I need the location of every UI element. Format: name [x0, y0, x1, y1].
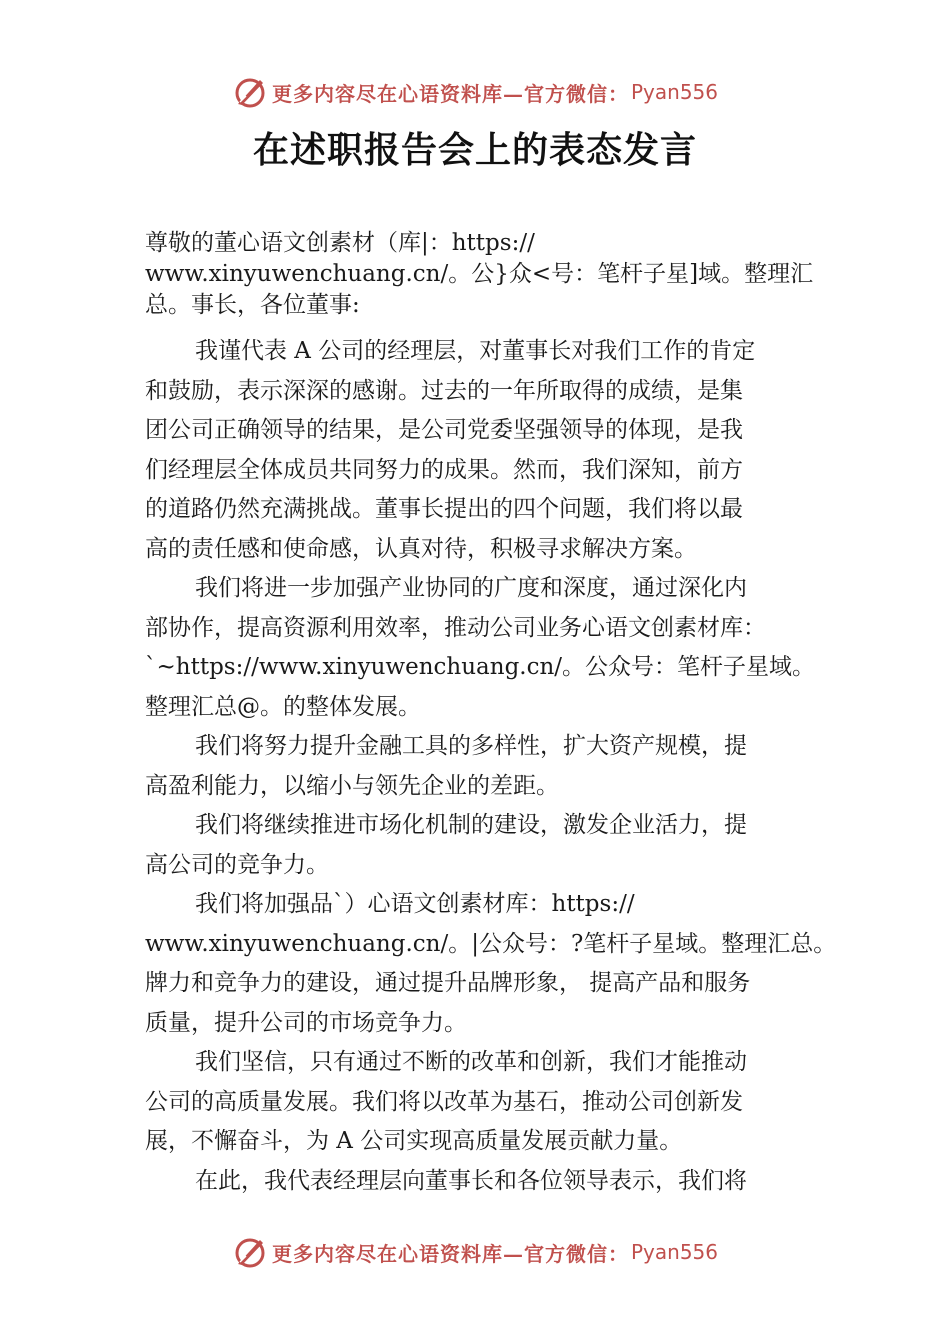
- text-line: 牌力和竞争力的建设，通过提升品牌形象， 提高产品和服务: [145, 970, 751, 996]
- text-line: 部协作，提高资源利用效率，推动公司业务心语文创素材库：: [145, 614, 766, 641]
- text-line: 和鼓励，表示深深的感谢。过去的一年所取得的成绩，是集: [145, 377, 743, 404]
- banner-text: 更多内容尽在心语资料库—官方微信：: [271, 81, 629, 106]
- text-line: 高盈利能力，以缩小与领先企业的差距。: [145, 772, 559, 799]
- paragraph-3: [145, 727, 865, 806]
- paragraph-1: [145, 332, 865, 569]
- text-line: 的道路仍然充满挑战。董事长提出的四个问题，我们将以最: [145, 496, 743, 522]
- text-line: 我谨代表 A 公司的经理层，对董事长对我们工作的肯定: [195, 338, 756, 364]
- paragraph-2: [145, 569, 865, 727]
- banner-text: 更多内容尽在心语资料库—官方微信：: [271, 1241, 629, 1266]
- text-line: `~https://www.xinyuwenchuang.cn/。公众号：笔杆子星域。: [145, 654, 816, 680]
- text-line: www.xinyuwenchuang.cn/。|公众号：?笔杆子星域。整理汇总。: [145, 930, 837, 957]
- header-watermark-banner: [0, 70, 950, 114]
- text-line: 我们将继续推进市场化机制的建设，激发企业活力，提: [195, 812, 747, 838]
- text-line: 我们将进一步加强产业协同的广度和深度，通过深化内: [195, 575, 747, 601]
- banner-wechat-id: Pyan556: [630, 80, 718, 104]
- text-line: 我们将加强品`）心语文创素材库：https://: [195, 891, 635, 917]
- greeting-line: www.xinyuwenchuang.cn/。公}众<号：笔杆子星]域。整理汇: [145, 261, 814, 287]
- greeting-line: 尊敬的董心语文创素材（库|：https://: [145, 230, 535, 256]
- paragraph-4: [145, 806, 865, 885]
- footer-watermark-banner: [0, 1230, 950, 1274]
- text-line: 团公司正确领导的结果，是公司党委坚强领导的体现，是我: [145, 417, 743, 443]
- text-line: 们经理层全体成员共同努力的成果。然而，我们深知，前方: [145, 456, 743, 483]
- paragraph-7: [145, 1162, 865, 1202]
- document-title: 在述职报告会上的表态发言: [252, 129, 697, 171]
- text-line: 我们将努力提升金融工具的多样性，扩大资产规模，提: [195, 733, 747, 759]
- text-line: 在此，我代表经理层向董事长和各位领导表示，我们将: [195, 1168, 747, 1194]
- quill-pen-circle-icon: [232, 1234, 268, 1270]
- quill-pen-circle-icon: [232, 74, 268, 110]
- text-line: 质量，提升公司的市场竞争力。: [145, 1009, 467, 1036]
- text-line: 高公司的竞争力。: [145, 851, 329, 878]
- greeting-line: 总。事长，各位董事:: [145, 292, 360, 318]
- greeting: [145, 228, 865, 321]
- banner-wechat-id: Pyan556: [630, 1240, 718, 1264]
- paragraph-5: [145, 885, 865, 1043]
- paragraph-6: [145, 1043, 865, 1162]
- text-line: 我们坚信，只有通过不断的改革和创新，我们才能推动: [195, 1049, 747, 1075]
- text-line: 公司的高质量发展。我们将以改革为基石，推动公司创新发: [145, 1088, 743, 1115]
- text-line: 整理汇总@。的整体发展。: [145, 693, 421, 720]
- text-line: 高的责任感和使命感，认真对待，积极寻求解决方案。: [145, 535, 697, 562]
- text-line: 展，不懈奋斗，为 A 公司实现高质量发展贡献力量。: [145, 1128, 683, 1154]
